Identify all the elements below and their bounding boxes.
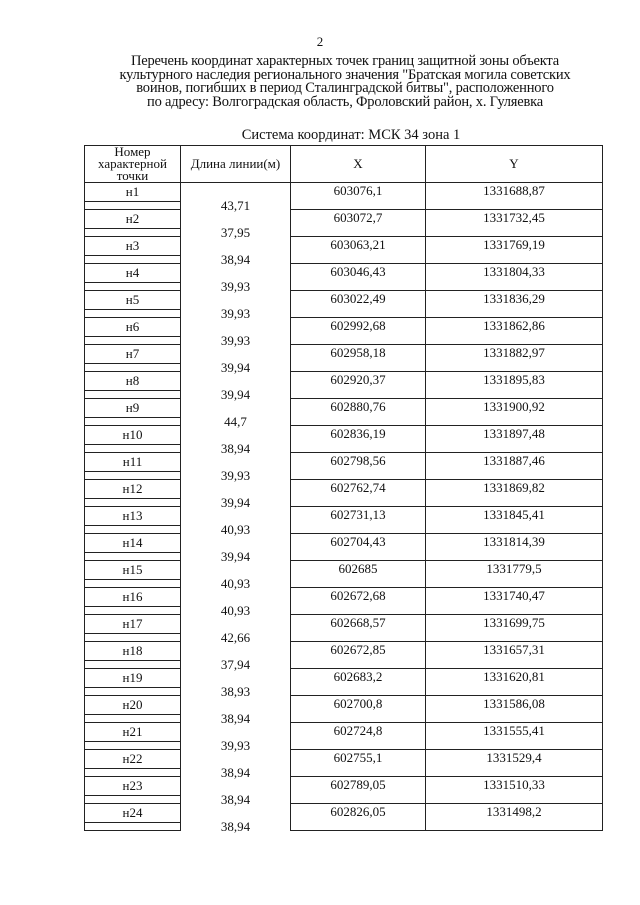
y-value: 1331887,46 bbox=[483, 453, 545, 468]
table-row bbox=[85, 642, 603, 669]
x-value: 603046,43 bbox=[330, 264, 386, 279]
line-length-cell bbox=[181, 696, 291, 726]
table-row bbox=[85, 453, 603, 480]
table-row bbox=[85, 669, 603, 696]
point-number: н9 bbox=[125, 400, 140, 415]
x-value: 603063,21 bbox=[330, 237, 386, 252]
x-value: 603076,1 bbox=[333, 183, 383, 198]
line-length: 39,94 bbox=[181, 496, 290, 510]
x-cell bbox=[291, 372, 426, 399]
header-point-number: Номер характерной точки bbox=[85, 146, 181, 183]
table-header-row bbox=[85, 146, 603, 183]
line-length-cell bbox=[181, 399, 291, 429]
x-value: 602836,19 bbox=[330, 426, 386, 441]
table-body bbox=[85, 183, 603, 834]
point-number: н2 bbox=[125, 211, 140, 226]
line-length: 37,95 bbox=[181, 226, 290, 240]
x-value: 602704,43 bbox=[330, 534, 386, 549]
y-value: 1331510,33 bbox=[483, 777, 545, 792]
y-cell bbox=[426, 480, 603, 507]
line-length-cell bbox=[181, 669, 291, 699]
x-value: 602731,13 bbox=[330, 507, 386, 522]
y-cell bbox=[426, 723, 603, 750]
point-number-cell bbox=[85, 696, 181, 723]
x-cell bbox=[291, 291, 426, 318]
line-length: 38,93 bbox=[181, 685, 290, 699]
table-row bbox=[85, 588, 603, 615]
table-row bbox=[85, 426, 603, 453]
y-value: 1331688,87 bbox=[483, 183, 545, 198]
coordinates-table bbox=[84, 144, 603, 834]
line-length: 39,94 bbox=[181, 550, 290, 564]
line-length-cell bbox=[181, 291, 291, 321]
point-number: н21 bbox=[122, 724, 143, 739]
point-number-cell bbox=[85, 777, 181, 804]
point-number-cell bbox=[85, 723, 181, 750]
y-value: 1331498,2 bbox=[486, 804, 542, 819]
line-length: 39,94 bbox=[181, 388, 290, 402]
table-row bbox=[85, 507, 603, 534]
point-number-cell bbox=[85, 615, 181, 642]
y-value: 1331779,5 bbox=[486, 561, 542, 576]
line-length-cell bbox=[181, 642, 291, 672]
table-row bbox=[85, 804, 603, 831]
line-length-cell bbox=[181, 723, 291, 753]
x-cell bbox=[291, 696, 426, 723]
y-value: 1331862,86 bbox=[483, 318, 545, 333]
point-number: н23 bbox=[122, 778, 143, 793]
y-value: 1331804,33 bbox=[483, 264, 545, 279]
point-number-cell bbox=[85, 588, 181, 615]
document-title bbox=[80, 55, 610, 109]
x-cell bbox=[291, 507, 426, 534]
table-row bbox=[85, 318, 603, 345]
y-cell bbox=[426, 264, 603, 291]
point-number-cell bbox=[85, 183, 181, 210]
line-length-cell bbox=[181, 372, 291, 402]
line-length-cell bbox=[181, 210, 291, 240]
y-value: 1331897,48 bbox=[483, 426, 545, 441]
point-number: н4 bbox=[125, 265, 140, 280]
line-length-cell bbox=[181, 534, 291, 564]
y-value: 1331740,47 bbox=[483, 588, 545, 603]
x-cell bbox=[291, 804, 426, 831]
x-cell bbox=[291, 669, 426, 696]
y-cell bbox=[426, 426, 603, 453]
line-length: 40,93 bbox=[181, 604, 290, 618]
x-value: 602958,18 bbox=[330, 345, 386, 360]
line-length-cell bbox=[181, 237, 291, 267]
point-number: н1 bbox=[125, 184, 140, 199]
point-number: н13 bbox=[122, 508, 143, 523]
line-length: 42,66 bbox=[181, 631, 290, 645]
coordinate-system-caption: Система координат: МСК 34 зона 1 bbox=[241, 127, 461, 143]
y-value: 1331699,75 bbox=[483, 615, 545, 630]
x-value: 602798,56 bbox=[330, 453, 386, 468]
x-cell bbox=[291, 426, 426, 453]
x-value: 602826,05 bbox=[330, 804, 386, 819]
x-cell bbox=[291, 399, 426, 426]
point-number-cell bbox=[85, 210, 181, 237]
table-row bbox=[85, 183, 603, 210]
line-length: 39,93 bbox=[181, 334, 290, 348]
table-row bbox=[85, 372, 603, 399]
title-line: воинов, погибших в период Сталинградской битвы", расположенного bbox=[136, 80, 554, 96]
x-value: 602762,74 bbox=[330, 480, 386, 495]
y-value: 1331769,19 bbox=[483, 237, 545, 252]
table-row bbox=[85, 237, 603, 264]
point-number: н22 bbox=[122, 751, 143, 766]
title-line: Перечень координат характерных точек границ защитной зоны объекта bbox=[131, 53, 559, 69]
x-cell bbox=[291, 480, 426, 507]
y-cell bbox=[426, 318, 603, 345]
table-row bbox=[85, 291, 603, 318]
table-row bbox=[85, 534, 603, 561]
table-row bbox=[85, 561, 603, 588]
line-length: 39,93 bbox=[181, 307, 290, 321]
point-number: н17 bbox=[122, 616, 143, 631]
x-value: 602992,68 bbox=[330, 318, 386, 333]
line-length: 39,93 bbox=[181, 739, 290, 753]
y-cell bbox=[426, 588, 603, 615]
line-length-cell bbox=[181, 183, 291, 213]
point-number: н15 bbox=[122, 562, 143, 577]
y-value: 1331900,92 bbox=[483, 399, 545, 414]
y-value: 1331882,97 bbox=[483, 345, 545, 360]
point-number: н8 bbox=[125, 373, 140, 388]
point-number: н14 bbox=[122, 535, 143, 550]
x-value: 602672,68 bbox=[330, 588, 386, 603]
y-cell bbox=[426, 777, 603, 804]
line-length: 38,94 bbox=[181, 820, 290, 834]
y-cell bbox=[426, 345, 603, 372]
y-value: 1331814,39 bbox=[483, 534, 545, 549]
y-value: 1331869,82 bbox=[483, 480, 545, 495]
y-cell bbox=[426, 615, 603, 642]
header-x: X bbox=[291, 146, 426, 183]
point-number-cell bbox=[85, 750, 181, 777]
point-number: н24 bbox=[122, 805, 143, 820]
x-cell bbox=[291, 237, 426, 264]
point-number-cell bbox=[85, 669, 181, 696]
line-length: 37,94 bbox=[181, 658, 290, 672]
line-length: 38,94 bbox=[181, 793, 290, 807]
x-cell bbox=[291, 183, 426, 210]
point-number-cell bbox=[85, 264, 181, 291]
x-cell bbox=[291, 453, 426, 480]
line-length: 38,94 bbox=[181, 712, 290, 726]
line-length-cell bbox=[181, 561, 291, 591]
y-cell bbox=[426, 642, 603, 669]
table-row bbox=[85, 264, 603, 291]
point-number: н18 bbox=[122, 643, 143, 658]
x-cell bbox=[291, 777, 426, 804]
page-number: 2 bbox=[316, 34, 324, 49]
point-number-cell bbox=[85, 642, 181, 669]
point-number-cell bbox=[85, 237, 181, 264]
point-number-cell bbox=[85, 318, 181, 345]
line-length-cell bbox=[181, 480, 291, 510]
title-line: культурного наследия регионального значения "Братская могила советских bbox=[119, 66, 571, 83]
y-cell bbox=[426, 237, 603, 264]
point-number: н6 bbox=[125, 319, 140, 334]
y-cell bbox=[426, 372, 603, 399]
point-number-cell bbox=[85, 507, 181, 534]
point-number-cell bbox=[85, 345, 181, 372]
x-value: 602668,57 bbox=[330, 615, 386, 630]
title-line: по адресу: Волгоградская область, Фроловский район, х. Гуляевка bbox=[147, 93, 543, 110]
point-number-cell bbox=[85, 534, 181, 561]
point-number-cell bbox=[85, 399, 181, 426]
line-length: 40,93 bbox=[181, 577, 290, 591]
table-row bbox=[85, 723, 603, 750]
x-value: 602683,2 bbox=[333, 669, 383, 684]
point-number-cell bbox=[85, 804, 181, 831]
table-row bbox=[85, 210, 603, 237]
y-value: 1331895,83 bbox=[483, 372, 545, 387]
y-cell bbox=[426, 210, 603, 237]
point-number: н7 bbox=[125, 346, 140, 361]
x-value: 603072,7 bbox=[333, 210, 383, 225]
x-cell bbox=[291, 723, 426, 750]
point-number: н5 bbox=[125, 292, 140, 307]
point-number-cell bbox=[85, 291, 181, 318]
table-row bbox=[85, 750, 603, 777]
table-row bbox=[85, 696, 603, 723]
y-value: 1331732,45 bbox=[483, 210, 545, 225]
y-value: 1331657,31 bbox=[483, 642, 545, 657]
y-value: 1331555,41 bbox=[483, 723, 545, 738]
x-value: 602755,1 bbox=[333, 750, 383, 765]
line-length: 39,93 bbox=[181, 469, 290, 483]
point-number-cell bbox=[85, 480, 181, 507]
line-length: 38,94 bbox=[181, 442, 290, 456]
x-cell bbox=[291, 534, 426, 561]
point-number: н3 bbox=[125, 238, 140, 253]
x-cell bbox=[291, 642, 426, 669]
y-value: 1331845,41 bbox=[483, 507, 545, 522]
line-length: 39,94 bbox=[181, 361, 290, 375]
point-number-cell bbox=[85, 426, 181, 453]
line-length-cell bbox=[181, 615, 291, 645]
point-number: н11 bbox=[122, 454, 143, 469]
table-row bbox=[85, 480, 603, 507]
y-cell bbox=[426, 561, 603, 588]
x-value: 602789,05 bbox=[330, 777, 386, 792]
line-length-cell bbox=[181, 426, 291, 456]
x-value: 602672,85 bbox=[330, 642, 386, 657]
x-cell bbox=[291, 264, 426, 291]
x-value: 602880,76 bbox=[330, 399, 386, 414]
x-value: 602724,8 bbox=[333, 723, 383, 738]
line-length-cell bbox=[181, 453, 291, 483]
y-cell bbox=[426, 696, 603, 723]
x-value: 602920,37 bbox=[330, 372, 386, 387]
table-row bbox=[85, 615, 603, 642]
point-number: н19 bbox=[122, 670, 143, 685]
x-cell bbox=[291, 345, 426, 372]
x-value: 602700,8 bbox=[333, 696, 383, 711]
line-length: 38,94 bbox=[181, 766, 290, 780]
x-cell bbox=[291, 318, 426, 345]
line-length-cell bbox=[181, 588, 291, 618]
x-cell bbox=[291, 561, 426, 588]
line-length: 44,7 bbox=[181, 415, 290, 429]
line-length: 43,71 bbox=[181, 199, 290, 213]
x-value: 602685 bbox=[338, 561, 378, 576]
line-length-cell bbox=[181, 318, 291, 348]
y-value: 1331620,81 bbox=[483, 669, 545, 684]
table-row bbox=[85, 777, 603, 804]
line-length-cell bbox=[181, 804, 291, 834]
y-cell bbox=[426, 669, 603, 696]
x-cell bbox=[291, 750, 426, 777]
line-length-cell bbox=[181, 750, 291, 780]
table-row bbox=[85, 399, 603, 426]
y-value: 1331586,08 bbox=[483, 696, 545, 711]
point-number-cell bbox=[85, 372, 181, 399]
table-row bbox=[85, 345, 603, 372]
y-value: 1331529,4 bbox=[486, 750, 542, 765]
header-line-length: Длина линии(м) bbox=[181, 146, 291, 183]
point-number: н16 bbox=[122, 589, 143, 604]
point-number: н10 bbox=[122, 427, 143, 442]
point-number-cell bbox=[85, 453, 181, 480]
y-value: 1331836,29 bbox=[483, 291, 545, 306]
x-cell bbox=[291, 588, 426, 615]
line-length-cell bbox=[181, 345, 291, 375]
x-cell bbox=[291, 210, 426, 237]
y-cell bbox=[426, 534, 603, 561]
point-number-cell bbox=[85, 561, 181, 588]
header-y: Y bbox=[426, 146, 603, 183]
x-cell bbox=[291, 615, 426, 642]
y-cell bbox=[426, 507, 603, 534]
y-cell bbox=[426, 804, 603, 831]
line-length: 39,93 bbox=[181, 280, 290, 294]
line-length: 40,93 bbox=[181, 523, 290, 537]
y-cell bbox=[426, 399, 603, 426]
x-value: 603022,49 bbox=[330, 291, 386, 306]
y-cell bbox=[426, 291, 603, 318]
y-cell bbox=[426, 183, 603, 210]
y-cell bbox=[426, 750, 603, 777]
line-length-cell bbox=[181, 507, 291, 537]
line-length-cell bbox=[181, 777, 291, 807]
line-length-cell bbox=[181, 264, 291, 294]
line-length: 38,94 bbox=[181, 253, 290, 267]
point-number: н20 bbox=[122, 697, 143, 712]
y-cell bbox=[426, 453, 603, 480]
point-number: н12 bbox=[122, 481, 143, 496]
